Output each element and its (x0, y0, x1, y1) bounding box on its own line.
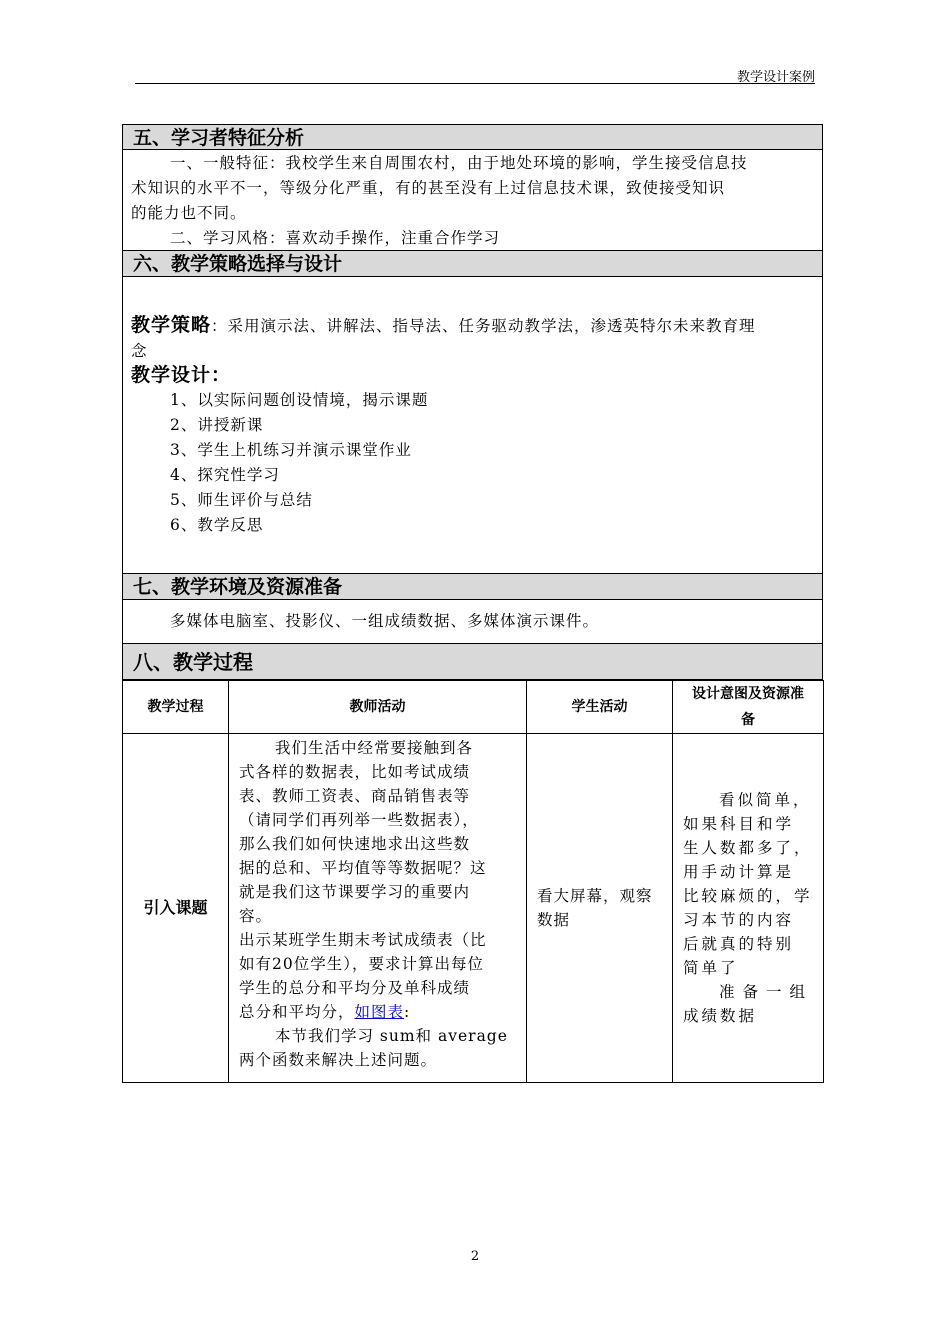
teacher-line: 那么我们如何快速地求出这些数 (239, 835, 471, 853)
section5-line-4: 二、学习风格：喜欢动手操作，注重合作学习 (170, 229, 501, 247)
teacher-line: 容。 (239, 907, 273, 925)
page-number: 2 (470, 1249, 480, 1264)
table-header-row (123, 681, 824, 734)
col-header-design: 设计意图及资源准备 (673, 681, 824, 734)
teacher-line: 出示某班学生期末考试成绩表（比 (239, 931, 487, 949)
teacher-line: 如有20位学生），要求计算出每位 (239, 955, 484, 973)
chart-link[interactable]: 如图表 (354, 1003, 405, 1021)
design-line: 准备一组 (719, 983, 814, 1001)
design-line: 比较麻烦的，学 (683, 887, 813, 905)
design-line: 成绩数据 (683, 1007, 758, 1025)
teacher-line: 表、教师工资表、商品销售表等 (239, 787, 471, 805)
student-line: 数据 (537, 911, 571, 929)
section5-line-2: 术知识的水平不一，等级分化严重，有的甚至没有上过信息技术课，致使接受知识 (131, 179, 726, 197)
section8-heading: 八、教学过程 (122, 643, 823, 680)
design-line: 后就真的特别 (683, 935, 795, 953)
col-header-student: 学生活动 (527, 681, 673, 734)
table-row (123, 734, 824, 1083)
section5-line-1: 一、一般特征：我校学生来自周围农村，由于地处环境的影响，学生接受信息技 (170, 154, 748, 172)
col-header-stage: 教学过程 (123, 681, 229, 734)
strategy-line (131, 313, 756, 339)
header-rule (135, 83, 815, 84)
section7-text: 多媒体电脑室、投影仪、一组成绩数据、多媒体演示课件。 (170, 612, 600, 630)
section5-heading: 五、学习者特征分析 (122, 124, 823, 150)
teacher-line: 我们生活中经常要接触到各 (275, 739, 474, 757)
teacher-line-with-link (239, 1000, 518, 1024)
section7-heading: 七、教学环境及资源准备 (122, 573, 823, 600)
teacher-line: 就是我们这节课要学习的重要内 (239, 883, 471, 901)
design-line: 看似简单， (719, 791, 812, 809)
section6-heading: 六、教学策略选择与设计 (122, 250, 823, 277)
strategy-text-cont: 念 (131, 342, 148, 360)
design-item-1: 1、以实际问题创设情境，揭示课题 (170, 391, 429, 409)
design-item-2: 2、讲授新课 (170, 416, 264, 434)
design-label: 教学设计： (131, 364, 232, 386)
teacher-line: （请同学们再列举一些数据表）， (239, 811, 479, 829)
design-item-5: 5、师生评价与总结 (170, 491, 313, 509)
student-line: 看大屏幕，观察 (537, 887, 653, 905)
teacher-line: 本节我们学习 sum和 average (275, 1027, 508, 1045)
teacher-line: 学生的总分和平均分及单科成绩 (239, 979, 471, 997)
section5-line-3: 的能力也不同。 (131, 204, 247, 222)
design-cell (673, 734, 824, 1083)
design-line: 用手动计算是 (683, 863, 795, 881)
link-colon: : (404, 1003, 411, 1021)
teacher-line: 两个函数来解决上述问题。 (239, 1051, 438, 1069)
teacher-cell (229, 734, 527, 1083)
teacher-line: 式各样的数据表，比如考试成绩 (239, 763, 471, 781)
design-item-3: 3、学生上机练习并演示课堂作业 (170, 441, 412, 459)
strategy-label: 教学策略 (131, 314, 212, 336)
design-item-4: 4、探究性学习 (170, 466, 280, 484)
header-title: 教学设计案例 (736, 70, 815, 85)
teacher-line: 据的总和、平均值等等数据呢？这 (239, 859, 487, 877)
design-line: 生人数都多了， (683, 839, 813, 857)
stage-cell: 引入课题 (123, 734, 229, 1083)
design-line: 如果科目和学 (683, 815, 795, 833)
student-cell (527, 734, 673, 1083)
design-line: 习本节的内容 (683, 911, 795, 929)
col-header-teacher: 教师活动 (229, 681, 527, 734)
strategy-text: ：采用演示法、讲解法、指导法、任务驱动教学法，渗透英特尔未来教育理 (211, 317, 756, 335)
process-table (122, 680, 824, 1083)
teacher-line-text: 总分和平均分， (239, 1003, 355, 1021)
design-item-6: 6、教学反思 (170, 516, 264, 534)
design-line: 简单了 (683, 959, 739, 977)
